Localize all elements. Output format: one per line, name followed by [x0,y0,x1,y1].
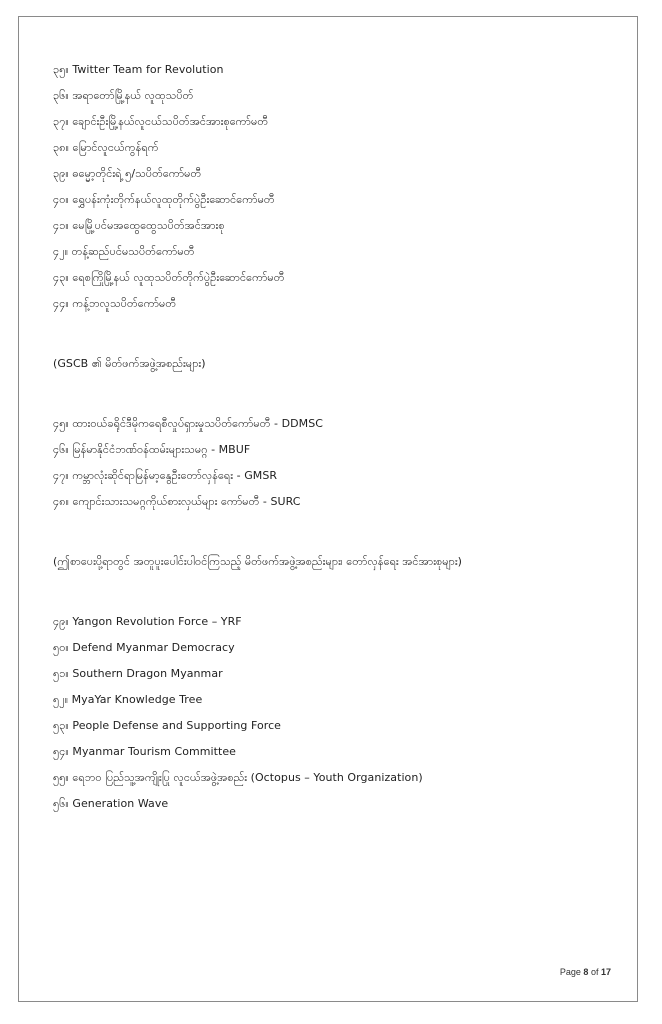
page-number-footer [560,967,611,977]
list-item: ၅၁။ Southern Dragon Myanmar [53,667,223,680]
list-item: ၄၉။ Yangon Revolution Force – YRF [53,615,242,628]
spacer [53,317,617,351]
list-item: ၃၅။ Twitter Team for Revolution [53,63,224,76]
total-page-count: 17 [600,967,611,977]
document-page [18,16,638,1002]
list-item: ၄၇။ ကမ္ဘာလုံးဆိုင်ရာမြန်မာ့နွေဦးတော်လှန်ရေး - GMSR [53,469,278,482]
list-item: ၄၆။ မြန်မာနိုင်ငံဘဏ်ဝန်ထမ်းများသမဂ္ဂ - MBUF [53,443,251,456]
list-item: ၄၄။ ကန့်ဘလူသပိတ်ကော်မတီ [53,297,177,310]
section-note-partners: (ဤစာပေးပို့ရာတွင် အတူပူးပေါင်းပါဝင်ကြသည့် မိတ်ဖက်အဖွဲ့အစည်းများ၊ တော်လှန်ရေး အင်အားစုများ) [53,555,463,568]
list-group-a [53,57,617,317]
list-item: ၄၅။ ထားဝယ်ခရိုင်ဒီမိုကရေစီလှုပ်ရှားမှုသပိတ်ကော်မတီ - DDMSC [53,417,323,430]
list-item: ၄၀။ ရွှေပန်းကုံးတိုက်နယ်လူထုတိုက်ပွဲဦးဆောင်ကော်မတီ [53,193,275,206]
list-group-b [53,411,617,515]
of-word: of [590,967,599,977]
spacer [53,515,617,549]
list-item: ၄၃။ ရေစကြိုမြို့နယ် လူထုသပိတ်တိုက်ပွဲဦးဆောင်ကော်မတီ [53,271,285,284]
section-note-gscb: (GSCB ၏ မိတ်ဖက်အဖွဲ့အစည်းများ) [53,357,206,370]
list-item: ၅၅။ ရေဘဝ ပြည်သူ့အကျိုးပြု လူငယ်အဖွဲ့အစည်း (Octopus – Youth Organization) [53,771,423,784]
list-item: ၃၆။ အရာတော်မြို့နယ် လူထုသပိတ် [53,89,194,102]
list-item: ၅၂။ MyaYar Knowledge Tree [53,693,203,706]
list-item: ၃၇။ ချောင်းဦးမြို့နယ်လူငယ်သပိတ်အင်အားစုကော်မတီ [53,115,269,128]
list-group-c [53,609,617,817]
current-page-number: 8 [583,967,589,977]
list-item: ၅၀။ Defend Myanmar Democracy [53,641,235,654]
list-item: ၄၂။ တန့်ဆည်ပင်မသပိတ်ကော်မတီ [53,245,195,258]
list-item: ၅၄။ Myanmar Tourism Committee [53,745,236,758]
list-item: ၅၃။ People Defense and Supporting Force [53,719,281,732]
page-word: Page [559,967,581,977]
list-item: ၄၈။ ကျောင်းသားသမဂ္ဂကိုယ်စားလှယ်များ ကော်မတီ - SURC [53,495,301,508]
list-item: ၃၉။ ဓမ္မော့တိုင်းရဲ့ ၅/သပိတ်ကော်မတီ [53,167,202,180]
list-item: ၅၆။ Generation Wave [53,797,169,810]
spacer [53,377,617,411]
list-item: ၄၁။ မေမြို့ပင်မအထွေထွေသပိတ်အင်အားစု [53,219,225,232]
list-item: ၃၈။ မြောင်လူငယ်ကွန်ရက် [53,141,159,154]
spacer [53,575,617,609]
page-content [53,57,617,817]
